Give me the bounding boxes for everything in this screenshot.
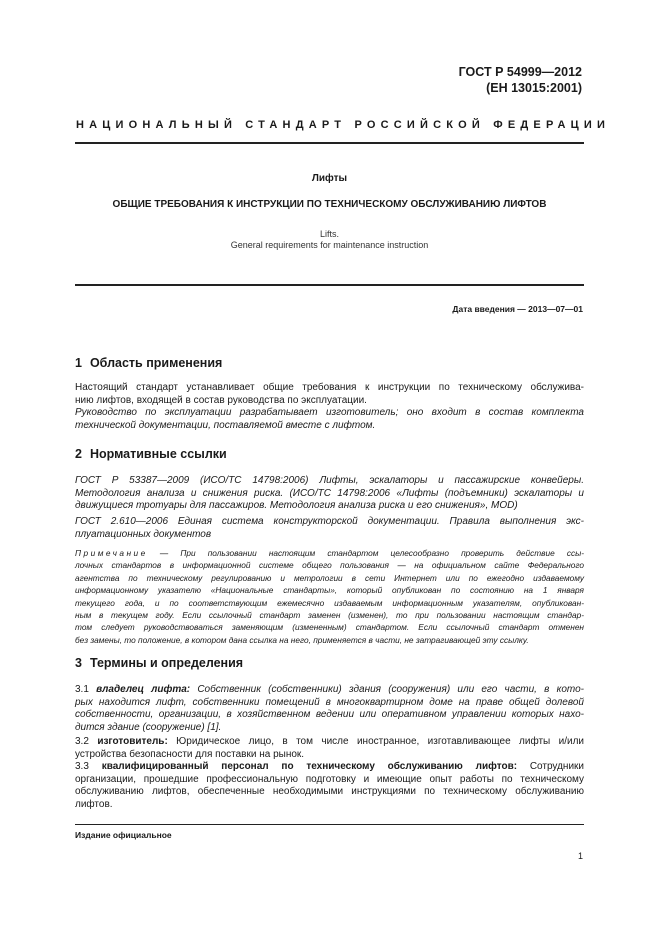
national-standard-banner: НАЦИОНАЛЬНЫЙ СТАНДАРТ РОССИЙСКОЙ ФЕДЕРАЦИИ [76, 119, 611, 131]
text-line: организации, прошедшие профессиональную подготовку и имеющие опыт работы по техническому [75, 773, 584, 785]
text-line: ГОСТ Р 53387—2009 (ИСО/ТС 14798:2006) Лифты, эскалаторы и пассажирские конвейеры. [75, 475, 584, 486]
text-line [75, 761, 584, 774]
term-definition: Собственник (собственники) здания (сооружения) или его части, в кото- [190, 684, 584, 695]
term-3-2 [75, 736, 584, 761]
text-line: дится здание (сооружение) [1]. [75, 721, 222, 733]
term-name: владелец лифта: [96, 684, 191, 695]
text-line: собственности, организации, в хозяйственном ведении или оперативном управлении которых нахо- [75, 709, 584, 720]
title-en-main: General requirements for maintenance instruction [230, 240, 429, 250]
term-3-3 [75, 761, 584, 811]
text-line: рых находится лифт, собственники помещений в многоквартирном доме на праве общей долевой [75, 696, 584, 708]
term-number: 3.1 [75, 684, 89, 695]
text-line: Руководство по эксплуатации разрабатывает изготовитель; оно входит в состав комплекта [75, 407, 584, 418]
text-line: устройства безопасности для поставки на рынок. [75, 748, 305, 760]
text-line: Настоящий стандарт устанавливает общие требования к инструкции по техническому обслужива- [75, 382, 584, 393]
text-line: лочных стандартов в информационной системе общего пользования — на официальном сайте Федерального [75, 560, 584, 571]
section-title: Термины и определения [89, 656, 244, 670]
reference-gost-r-53387 [75, 475, 584, 513]
section-number: 2 [75, 447, 82, 461]
text-line: Методология анализа и снижения риска. (ИСО/ТС 14798:2006 «Лифты (подъемники) эскалаторы и [75, 487, 584, 499]
section-1-paragraph-1 [75, 382, 584, 407]
section-1-paragraph-2 [75, 407, 584, 432]
text-line: плуатационных документов [75, 528, 212, 540]
term-name: изготовитель: [97, 736, 168, 747]
term-definition: Сотрудники [517, 761, 585, 772]
references-note [75, 547, 584, 646]
term-3-1 [75, 684, 584, 734]
text-line: агентства по техническому регулированию и метрологии в сети Интернет или по ежегодно издаваемому [75, 572, 584, 583]
section-number: 3 [75, 656, 82, 670]
title-short: Лифты [311, 173, 348, 184]
divider-top [75, 142, 584, 144]
text-line: информационному указателю «Национальные стандарты», который опубликован по состоянию на 1 января [75, 585, 584, 596]
text-line: технической документации, поставляемой вместе с лифтом. [75, 419, 376, 431]
intro-date: Дата введения — 2013—07—01 [452, 304, 583, 314]
gost-number: ГОСТ Р 54999—2012 [458, 65, 582, 79]
official-edition-label: Издание официальное [75, 830, 172, 840]
text-line: текущего года, и по соответствующим ежемесячно издаваемым информационным указателям, опубликован- [75, 597, 584, 608]
term-number: 3.2 [75, 736, 89, 747]
title-en-short: Lifts. [319, 229, 339, 239]
term-name: квалифицированный персонал по техническому обслуживанию лифтов: [101, 761, 518, 772]
reference-gost-2-610 [75, 516, 584, 541]
title-main: ОБЩИЕ ТРЕБОВАНИЯ К ИНСТРУКЦИИ ПО ТЕХНИЧЕСКОМУ ОБСЛУЖИВАНИЮ ЛИФТОВ [112, 199, 547, 210]
en-number: (ЕН 13015:2001) [486, 81, 582, 95]
text-line [75, 684, 584, 697]
term-number: 3.3 [75, 761, 89, 772]
section-3-heading [75, 656, 243, 670]
text-line: лифтов. [75, 798, 113, 810]
section-1-heading [75, 356, 222, 370]
text-line: том следует руководствоваться заменяющим (измененным) стандартом. Если ссылочный стандарт отменен [75, 622, 584, 633]
section-title: Область применения [89, 356, 223, 370]
text-line: движущиеся тротуары для пассажиров. Методология анализа риска и его снижения», MOD) [75, 500, 518, 511]
section-2-heading [75, 447, 227, 461]
text-line: ным в текущем году. Если ссылочный стандарт заменен (изменен), то при пользовании настоящим стандар- [75, 610, 584, 621]
text-line: без замены, то положение, в котором дана ссылка на него, применяется в части, не затрагивающей эту ссылку. [75, 634, 529, 645]
text-line [75, 736, 584, 749]
divider-title [75, 284, 584, 286]
section-number: 1 [75, 356, 82, 370]
gost-number-block [459, 64, 582, 96]
page-number: 1 [577, 851, 583, 861]
term-definition: Юридическое лицо, в том числе иностранное, изготавливающее лифты и/или [167, 736, 585, 747]
text-line: нию лифтов, входящей в состав руководства по эксплуатации. [75, 394, 367, 406]
text-line: ГОСТ 2.610—2006 Единая система конструкторской документации. Правила выполнения экс- [75, 516, 584, 527]
note-text: — При пользовании настоящим стандартом целесообразно проверить действие ссы- [147, 548, 584, 558]
note-label: Примечание [75, 548, 148, 558]
divider-footer [75, 824, 584, 825]
section-title: Нормативные ссылки [89, 447, 227, 461]
text-line [75, 547, 584, 559]
text-line: обслуживанию лифтов, обеспеченные необходимыми инструкциями по техническому обслуживанию [75, 786, 584, 797]
